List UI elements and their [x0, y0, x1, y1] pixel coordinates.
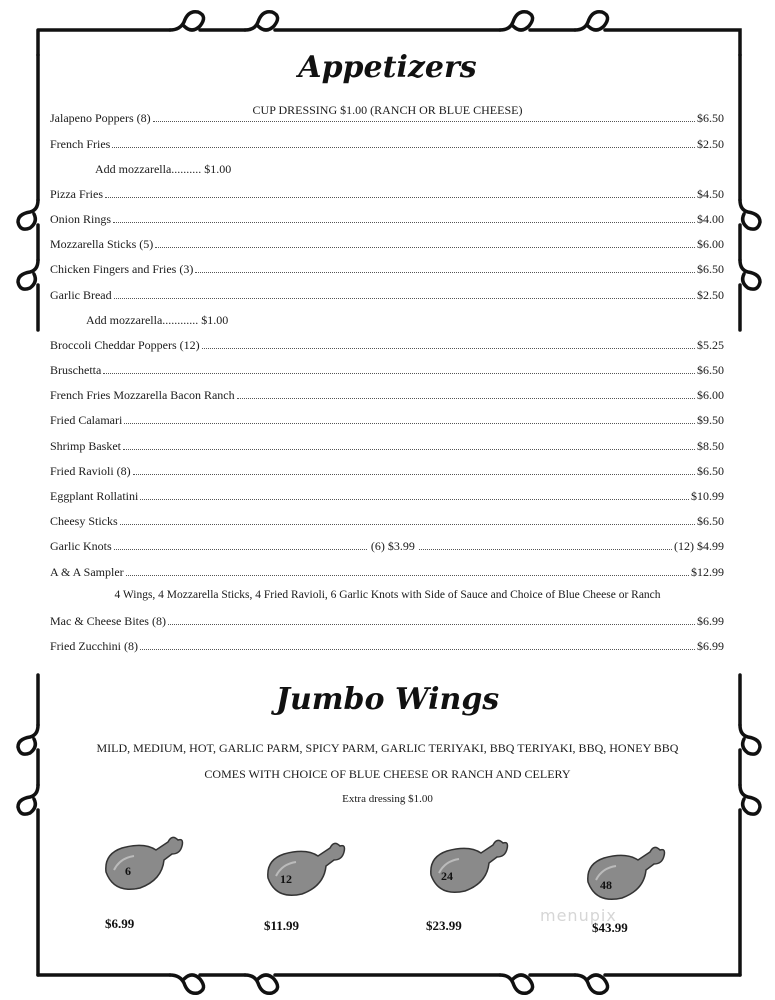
wing-price-24: $23.99: [426, 918, 462, 933]
menu-item-name: Bruschetta: [50, 363, 102, 377]
chicken-wing-icon: [582, 842, 672, 902]
menu-item-price: $2.50: [697, 288, 724, 302]
menu-item-row: [50, 388, 724, 403]
menu-item-price: $6.50: [697, 111, 724, 125]
menu-item-row: [50, 439, 724, 454]
wing-size-6: [100, 832, 190, 892]
menu-item-price: $6.00: [697, 388, 724, 402]
menu-item-price: $9.50: [697, 413, 724, 427]
dressing-note: CUP DRESSING $1.00 (RANCH OR BLUE CHEESE): [252, 103, 523, 117]
wing-price-6: $6.99: [105, 916, 135, 931]
menu-item-row: [50, 565, 724, 580]
wing-size-24: [425, 835, 515, 895]
wing-price-12: $11.99: [264, 918, 300, 933]
dot-leader: [120, 514, 695, 525]
menu-item-price: $6.50: [697, 363, 724, 377]
dot-leader: [155, 237, 695, 248]
menu-item-row: [50, 237, 724, 252]
menu-item-price: $6.50: [697, 262, 724, 276]
menu-item-row: [50, 137, 724, 152]
dot-leader: [168, 614, 695, 625]
wing-extra-dressing: Extra dressing $1.00: [342, 793, 433, 805]
menu-item-name: Fried Calamari: [50, 413, 123, 427]
wing-count-24: 24: [441, 869, 453, 883]
menu-item-name: Jalapeno Poppers (8): [50, 111, 151, 125]
chicken-wing-icon: [262, 838, 352, 898]
dot-leader: [140, 639, 695, 650]
menu-item-price: $8.50: [697, 439, 724, 453]
menu-item-name: A & A Sampler: [50, 565, 124, 579]
menu-item-name: Onion Rings: [50, 212, 112, 226]
addon-fries: [95, 162, 231, 177]
menu-item-mid-price: (6) $3.99: [370, 539, 415, 553]
menu-item-row: [50, 539, 724, 554]
wing-count-48: 48: [600, 878, 612, 892]
menu-item-price: $6.00: [697, 237, 724, 251]
menu-item-name: French Fries: [50, 137, 111, 151]
menu-item-name: Chicken Fingers and Fries (3): [50, 262, 194, 276]
menu-item-name: Eggplant Rollatini: [50, 489, 139, 503]
wing-count-12: 12: [280, 872, 292, 886]
menu-item-name: Mozzarella Sticks (5): [50, 237, 154, 251]
wing-comes-with: COMES WITH CHOICE OF BLUE CHEESE OR RANCH AND CELERY: [204, 767, 571, 781]
wing-size-48: [582, 842, 672, 902]
menu-item-price: $5.25: [697, 338, 724, 352]
dot-leader: [237, 388, 695, 399]
dot-leader: [113, 212, 695, 223]
menu-item-name: French Fries Mozzarella Bacon Ranch: [50, 388, 235, 402]
menu-item-row: [50, 514, 724, 529]
menu-item-row: [50, 187, 724, 202]
chicken-wing-icon: [425, 835, 515, 895]
menu-item-name: Cheesy Sticks: [50, 514, 118, 528]
dot-leader: [195, 262, 695, 273]
addon-fries-price: $1.00: [204, 162, 232, 176]
menu-item-price: $10.99: [691, 489, 724, 503]
menu-item-name: Shrimp Basket: [50, 439, 121, 453]
menu-item-row: [50, 464, 724, 479]
dot-leader: [202, 338, 695, 349]
wing-flavors: MILD, MEDIUM, HOT, GARLIC PARM, SPICY PARM, GARLIC TERIYAKI, BBQ TERIYAKI, BBQ, HONEY BBQ: [96, 741, 679, 755]
dot-leader: [140, 489, 689, 500]
menu-item-row: [50, 262, 724, 277]
menu-item-row: [50, 413, 724, 428]
dot-leader: [114, 288, 695, 299]
dot-leader: [103, 363, 695, 374]
menu-item-row: [50, 288, 724, 303]
menu-item-row: [50, 614, 724, 629]
menu-item-name: Pizza Fries: [50, 187, 103, 201]
menu-item-row: [50, 489, 724, 504]
addon-fries-dots: ..........: [171, 162, 202, 176]
menu-item-name: Mac & Cheese Bites (8): [50, 614, 166, 628]
appetizers-title: Appetizers: [298, 50, 477, 85]
dot-leader: [153, 111, 695, 122]
dot-leader: [105, 187, 695, 198]
menu-item-price: $6.99: [697, 614, 724, 628]
dot-leader: [419, 539, 672, 550]
menu-item-price: $12.99: [691, 565, 724, 579]
menu-item-name: Fried Zucchini (8): [50, 639, 138, 653]
menu-item-price: $6.50: [697, 514, 724, 528]
menu-item-row: [50, 363, 724, 378]
wings-title: Jumbo Wings: [275, 682, 500, 717]
dot-leader: [133, 464, 695, 475]
menu-item-name: Fried Ravioli (8): [50, 464, 131, 478]
wing-count-6: 6: [125, 864, 131, 878]
dot-leader: [123, 439, 695, 450]
dot-leader: [124, 413, 695, 424]
menu-item-row: [50, 111, 724, 126]
dot-leader: [114, 539, 367, 550]
addon-fries-label: Add mozzarella: [95, 162, 172, 176]
menu-item-price: $2.50: [697, 137, 724, 151]
addon-bread-label: Add mozzarella: [86, 313, 163, 327]
addon-bread: [86, 313, 228, 328]
menu-item-price: $4.50: [697, 187, 724, 201]
watermark: menupix: [540, 906, 617, 925]
sampler-description: 4 Wings, 4 Mozzarella Sticks, 4 Fried Ravioli, 6 Garlic Knots with Side of Sauce and Choice of Blue Cheese or Ranch: [114, 589, 661, 601]
menu-item-name: Garlic Bread: [50, 288, 112, 302]
wing-size-12: [262, 838, 352, 898]
dot-leader: [112, 137, 695, 148]
chicken-wing-icon: [100, 832, 190, 892]
menu-item-name: Broccoli Cheddar Poppers (12): [50, 338, 200, 352]
menu-item-name: Garlic Knots: [50, 539, 112, 553]
dot-leader: [126, 565, 689, 576]
menu-item-row: [50, 639, 724, 654]
menu-item-price: $6.99: [697, 639, 724, 653]
menu-item-row: [50, 338, 724, 353]
menu-item-price: $4.00: [697, 212, 724, 226]
menu-item-price: $6.50: [697, 464, 724, 478]
wing-price-48: $43.99: [592, 920, 628, 935]
menu-item-row: [50, 212, 724, 227]
addon-bread-dots: ............: [162, 313, 199, 327]
addon-bread-price: $1.00: [201, 313, 229, 327]
menu-item-price: (12) $4.99: [674, 539, 724, 553]
